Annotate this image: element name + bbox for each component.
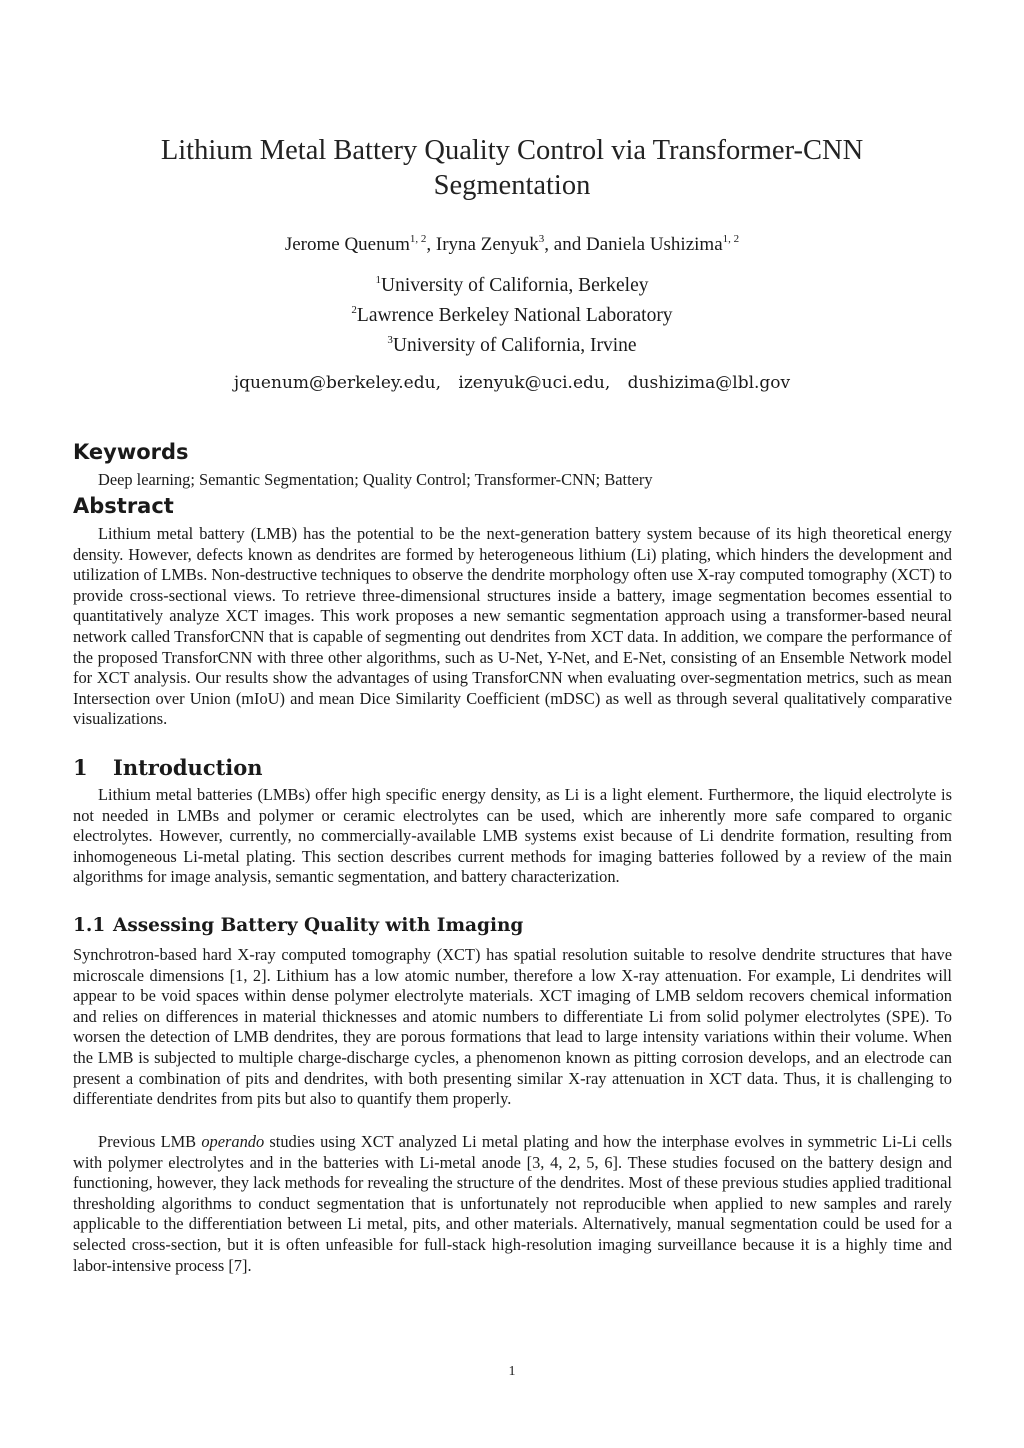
para-text: Previous LMB xyxy=(98,1132,202,1151)
email-link[interactable]: jquenum@berkeley.edu, xyxy=(233,373,441,393)
subsection-number: 1.1 xyxy=(73,915,106,936)
imaging-paragraph-1: Synchrotron-based hard X-ray computed tomography (XCT) has spatial resolution suitable to resolve dendrite structures that have microscale dimensions [1, 2]. Lithium has a low atomic number, therefore a low X-ray attenuation. For example, Li dendrites will appear to be void spaces within dense polymer electrolyte materials. XCT imaging of LMB seldom recovers chemical information and relies on differences in material thicknesses and atomic numbers to differentiate Li from solid polymer electrolytes (SPE). To worsen the detection of LMB dendrites, they are porous formations that lead to large intensity variations within their volume. When the LMB is subjected to multiple charge-discharge cycles, a phenomenon known as pitting corrosion develops, and an electrode can present a combination of pits and dendrites, with both presenting similar X-ray attenuation in XCT data. Thus, it is challenging to differentiate dendrites from pits but also to quantify them properly. xyxy=(73,945,952,1109)
para-text: studies using XCT analyzed Li metal plating and how the interphase evolves in symmetric Li-Li cells with polymer electrolytes and in the batteries with Li-metal anode [3, 4, 2, 5, 6]. These studies focused on the battery design and functioning, however, they lack methods for revealing the structure of the dendrites. Most of these previous studies applied traditional thresholding algorithms to conduct segmentation that is unfortunately not reproducible when applied to new samples and rarely applicable to the differentiation between Li metal, pits, and other materials. Alternatively, manual segmentation could be used for a selected cross-section, but it is often unfeasible for full-stack high-resolution imaging surveillance because it is a highly time and labor-intensive process [7]. xyxy=(73,1132,952,1275)
introduction-paragraph: Lithium metal batteries (LMBs) offer high specific energy density, as Li is a light element. Furthermore, the liquid electrolyte is not needed in LMBs and polymer or ceramic electrolytes can be used, which are inherently more safe compared to organic electrolytes. However, currently, no commercially-available LMB systems exist because of Li dendrite formation, resulting from inhomogeneous Li-metal plating. This section describes current methods for imaging batteries followed by a review of the main algorithms for image analysis, semantic segmentation, and battery characterization. xyxy=(73,785,952,887)
author-separator: , xyxy=(426,234,436,255)
section-title: Introduction xyxy=(113,755,263,780)
affil-name: University of California, Berkeley xyxy=(380,275,649,296)
author-affil-mark: 3 xyxy=(538,233,545,245)
author-name: Jerome Quenum xyxy=(284,234,410,255)
subsection-title: Assessing Battery Quality with Imaging xyxy=(113,915,524,936)
affiliation-list xyxy=(112,268,912,358)
affiliation xyxy=(112,328,912,358)
affil-name: University of California, Irvine xyxy=(392,335,637,356)
subsection-heading-imaging xyxy=(73,915,523,936)
affil-name: Lawrence Berkeley National Laboratory xyxy=(356,305,673,326)
keywords-text: Deep learning; Semantic Segmentation; Quality Control; Transformer-CNN; Battery xyxy=(98,470,653,489)
affil-mark: 1 xyxy=(375,274,381,286)
page-number: 1 xyxy=(508,1364,516,1379)
abstract-text: Lithium metal battery (LMB) has the potential to be the next-generation battery system because of its high theoretical energy density. However, defects known as dendrites are formed by heterogeneous lithium (Li) plating, which hinders the development and utilization of LMBs. Non-destructive techniques to observe the dendrite morphology often use X-ray computed tomography (XCT) to provide cross-sectional views. To retrieve three-dimensional structures inside a battery, image segmentation becomes essential to quantitatively analyze XCT images. This work proposes a new semantic segmentation approach using a transformer-based neural network called TransforCNN that is capable of segmenting out dendrites from XCT data. In addition, we compare the performance of the proposed TransforCNN with three other algorithms, such as U-Net, Y-Net, and E-Net, consisting of an Ensemble Network model for XCT analysis. Our results show the advantages of using TransforCNN when evaluating over-segmentation metrics, such as mean Intersection over Union (mIoU) and mean Dice Similarity Coefficient (mDSC) as well as through several qualitatively comparative visualizations. xyxy=(73,524,952,729)
paper-title xyxy=(112,133,912,203)
imaging-paragraph-2 xyxy=(73,1132,952,1276)
section-number: 1 xyxy=(73,755,88,780)
keywords-heading: Keywords xyxy=(73,440,189,464)
affil-mark: 3 xyxy=(387,334,393,346)
section-heading-introduction xyxy=(73,755,263,780)
author-affil-mark: 1, 2 xyxy=(409,233,427,245)
title-line-2: Segmentation xyxy=(433,170,591,201)
affil-mark: 2 xyxy=(351,304,357,316)
author-name: Iryna Zenyuk xyxy=(435,234,539,255)
affiliation xyxy=(112,298,912,328)
para-emphasis: operando xyxy=(201,1132,265,1151)
email-link[interactable]: dushizima@lbl.gov xyxy=(627,373,791,393)
author-affil-mark: 1, 2 xyxy=(722,233,740,245)
abstract-heading: Abstract xyxy=(73,494,174,518)
title-line-1: Lithium Metal Battery Quality Control via Transformer-CNN xyxy=(160,135,864,166)
author-list xyxy=(112,226,912,258)
email-link[interactable]: izenyuk@uci.edu, xyxy=(458,373,611,393)
author-name: Daniela Ushizima xyxy=(585,234,723,255)
author-separator: , and xyxy=(544,234,586,255)
email-list xyxy=(112,371,912,395)
affiliation xyxy=(112,268,912,298)
